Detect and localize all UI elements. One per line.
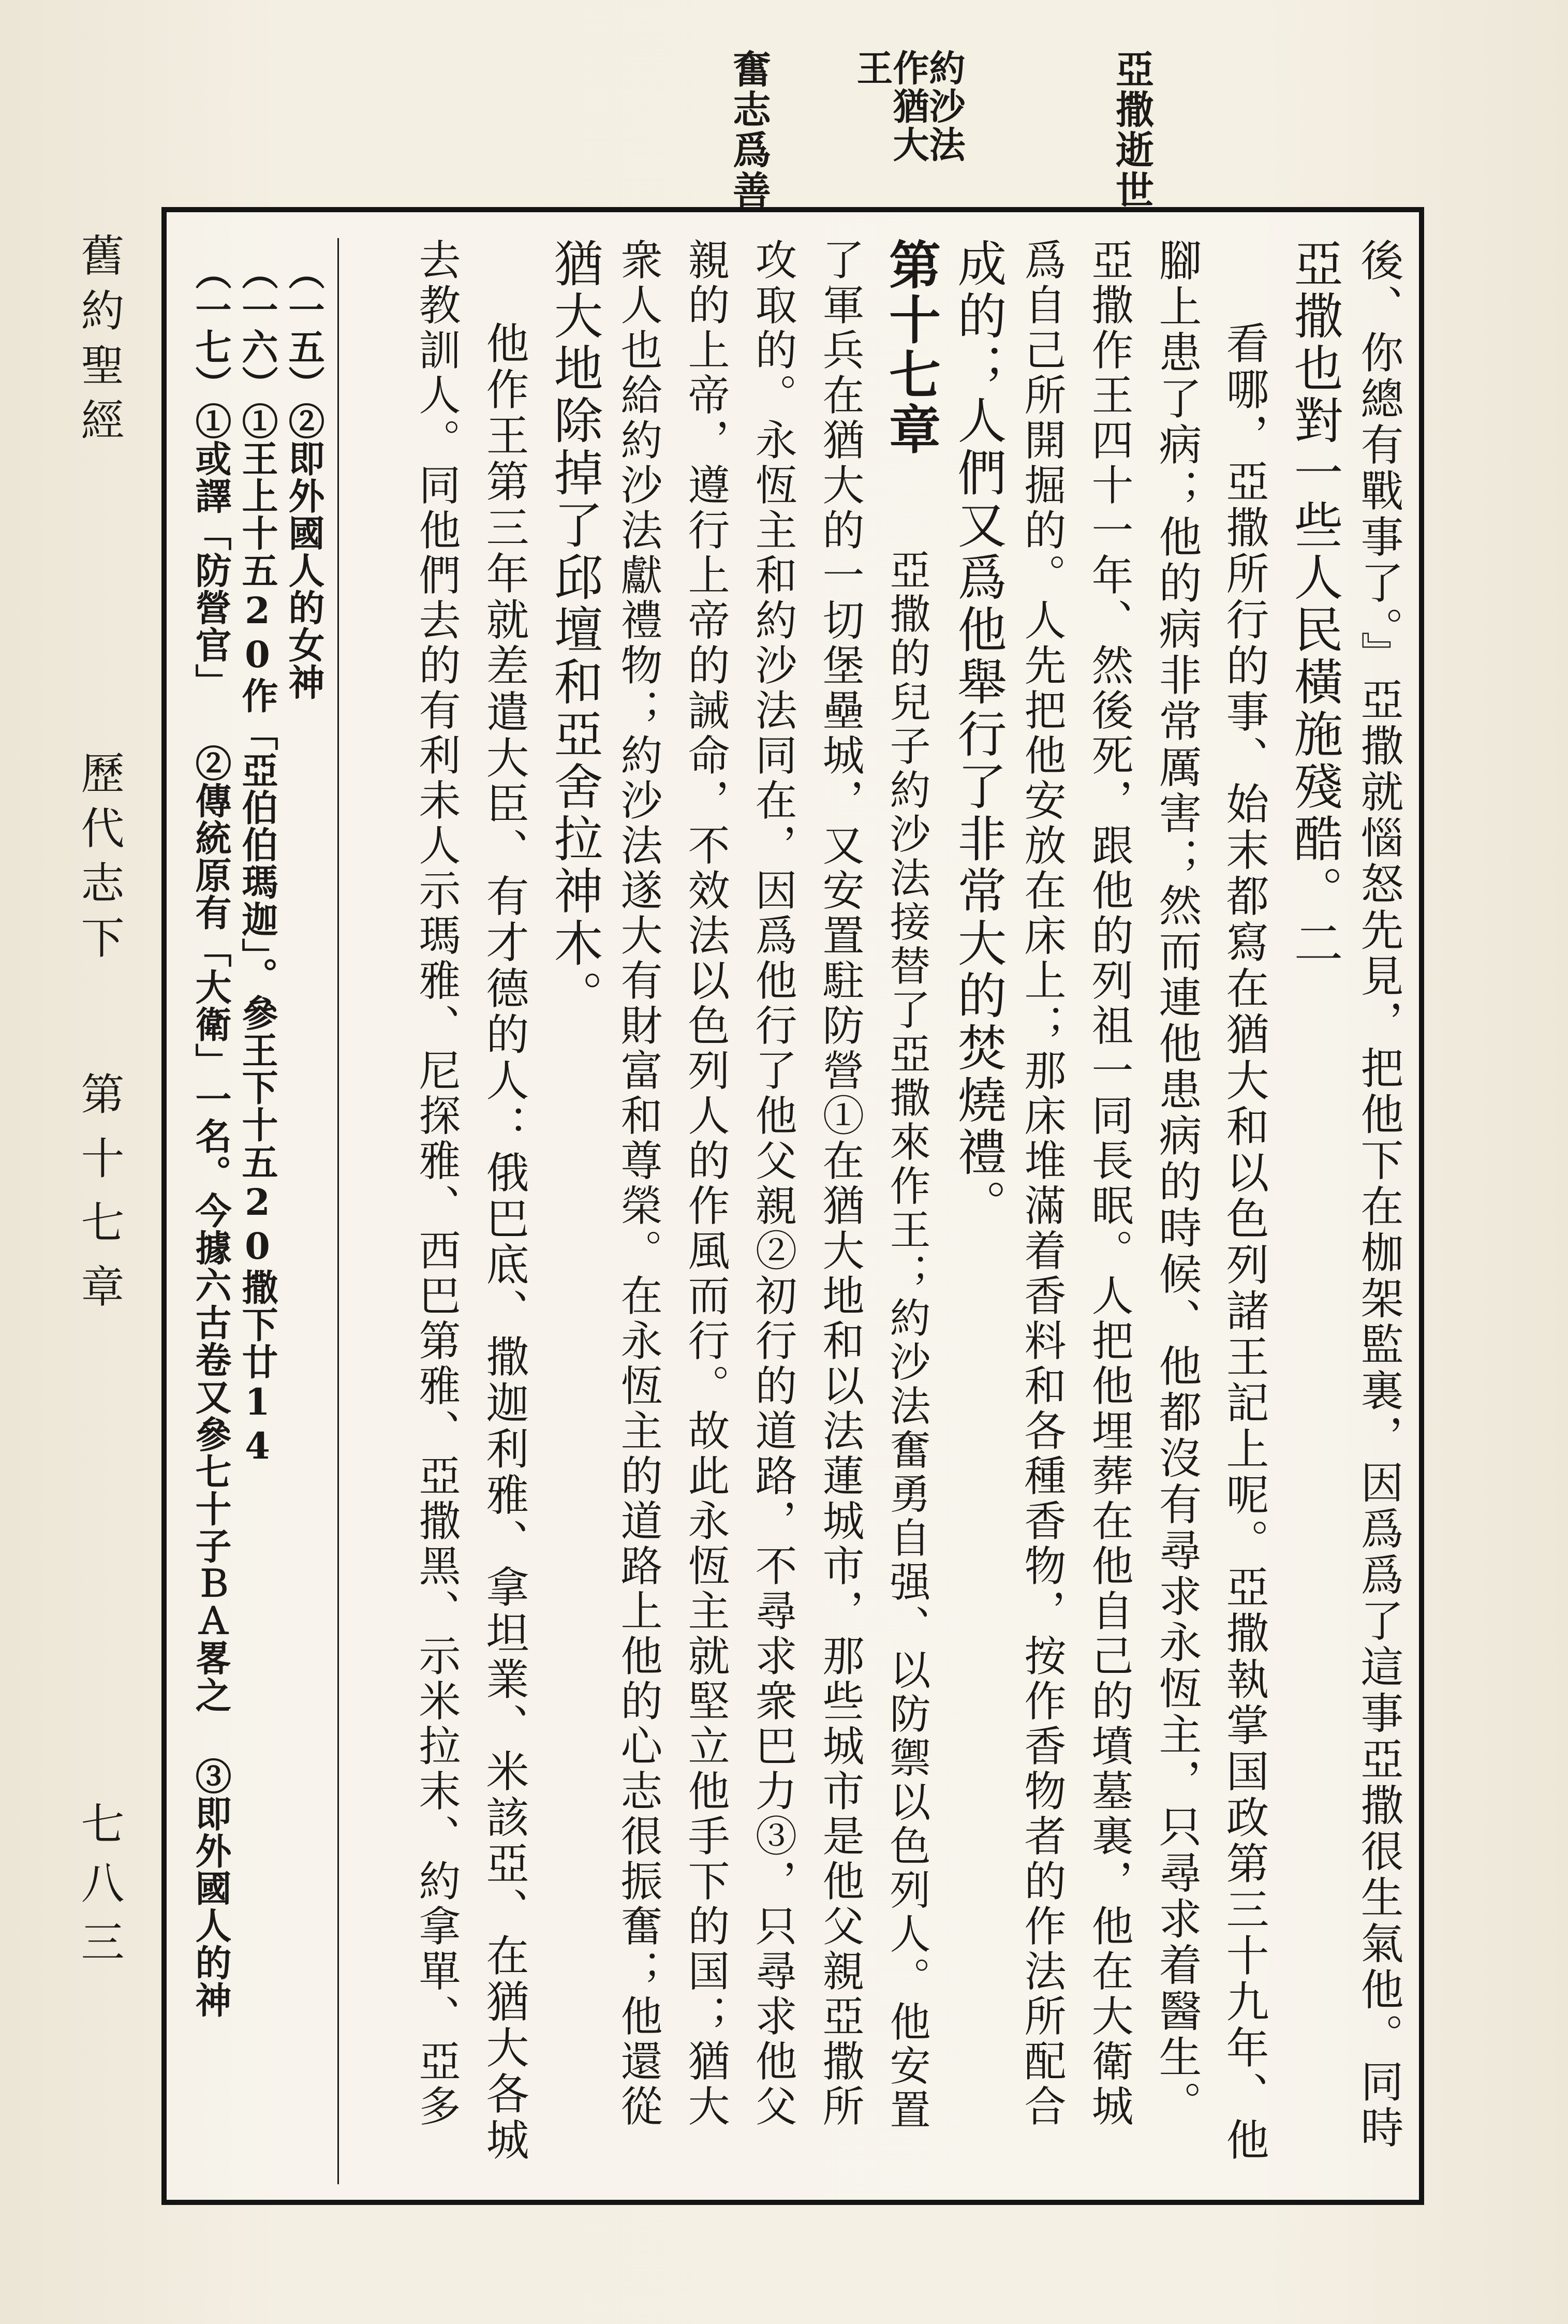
chapter-heading: 第十七章 <box>880 238 941 458</box>
body-column: 衆人也給約沙法獻禮物；約沙法遂大有財富和尊榮。在永恆主的道路上他的心志很振奮；他還從 <box>614 238 662 2129</box>
running-head <box>74 233 140 2044</box>
body-column: 後、你總有戰事了。』亞撒就惱怒先見，把他下在枷架監裏，因爲爲了這事亞撒很生氣他。同時 <box>1353 238 1403 2152</box>
body-column: 腳上患了病；他的病非常厲害；然而連他患病的時候、他都沒有尋求永恆主，只尋求着醫生。 <box>1151 238 1202 2127</box>
body-column: 攻取的。永恆主和約沙法同在，因爲他行了他父親②初行的道路，不尋求衆巴力③，只尋求他父 <box>748 238 797 2129</box>
page-number: 七八三 <box>74 1801 125 1978</box>
section-header-strive-good: 奮志爲善 <box>727 49 771 211</box>
body-column: 亞撒作王四十一年、然後死，跟他的列祖一同長眠。人把他埋葬在他自己的墳墓裏，他在大衛城 <box>1085 238 1133 2129</box>
footnote-separator <box>337 238 339 2184</box>
footnote: （一七）①或譯「防營官」 ②傳統原有「大衛」一名。今據六古卷又參七十子ＢＡ畧之 ③即外國人的神 <box>189 254 232 2019</box>
body-column: 去教訓人。同他們去的有利未人示瑪雅、尼探雅、西巴第雅、亞撒黑、示米拉末、約拿單、亞多 <box>412 238 461 2129</box>
body-column: 他作王第三年就差遣大臣、有才德的人：俄巴底、撒迦利雅、拿坦業、米該亞、在猶大各城 <box>479 321 529 2164</box>
body-column: 猶大地除掉了邱壇和亞舍拉神木。 <box>546 238 603 1022</box>
body-column: 亞撒的兒子約沙法接替了亞撒來作王；約沙法奮勇自强、以防禦以色列人。他安置 <box>883 549 930 2132</box>
section-header-asa-death: 亞撒逝世 <box>1110 49 1154 211</box>
section-header-jehoshaphat-king: 約沙法作猶大王 <box>851 49 966 164</box>
book-name: 歷代志下 <box>74 751 125 970</box>
body-column: 看哪，亞撒所行的事、始末都寫在猶大和以色列諸王記上呢。亞撒執掌国政第三十九年、他 <box>1219 321 1269 2164</box>
body-column: 親的上帝，遵行上帝的誡命，不效法以色列人的作風而行。故此永恆主就堅立他手下的国；猶大 <box>681 238 730 2129</box>
section-headers <box>714 49 1170 211</box>
book-title: 舊約聖經 <box>74 233 125 452</box>
chapter-label: 第十七章 <box>74 1071 125 1328</box>
body-column: 亞撒也對一些人民橫施殘酷。二 <box>1286 238 1343 970</box>
footnote: （一五）②即外國人的女神 <box>283 254 326 701</box>
footnote: （一六）①王上十五20作「亞伯伯瑪迦」。參王下十五20撒下廿14 <box>236 254 279 1468</box>
body-column: 成的；人們又爲他舉行了非常大的焚燒禮。 <box>950 238 1007 1231</box>
body-column: 了軍兵在猶大的一切堡壘城，又安置駐防營①在猶大地和以法蓮城市，那些城市是他父親亞撒所 <box>816 238 864 2129</box>
body-column: 爲自己所開掘的。人先把他安放在床上；那床堆滿着香料和各種香物，按作香物者的作法所配合 <box>1017 238 1066 2129</box>
main-text-frame <box>161 207 1424 2205</box>
